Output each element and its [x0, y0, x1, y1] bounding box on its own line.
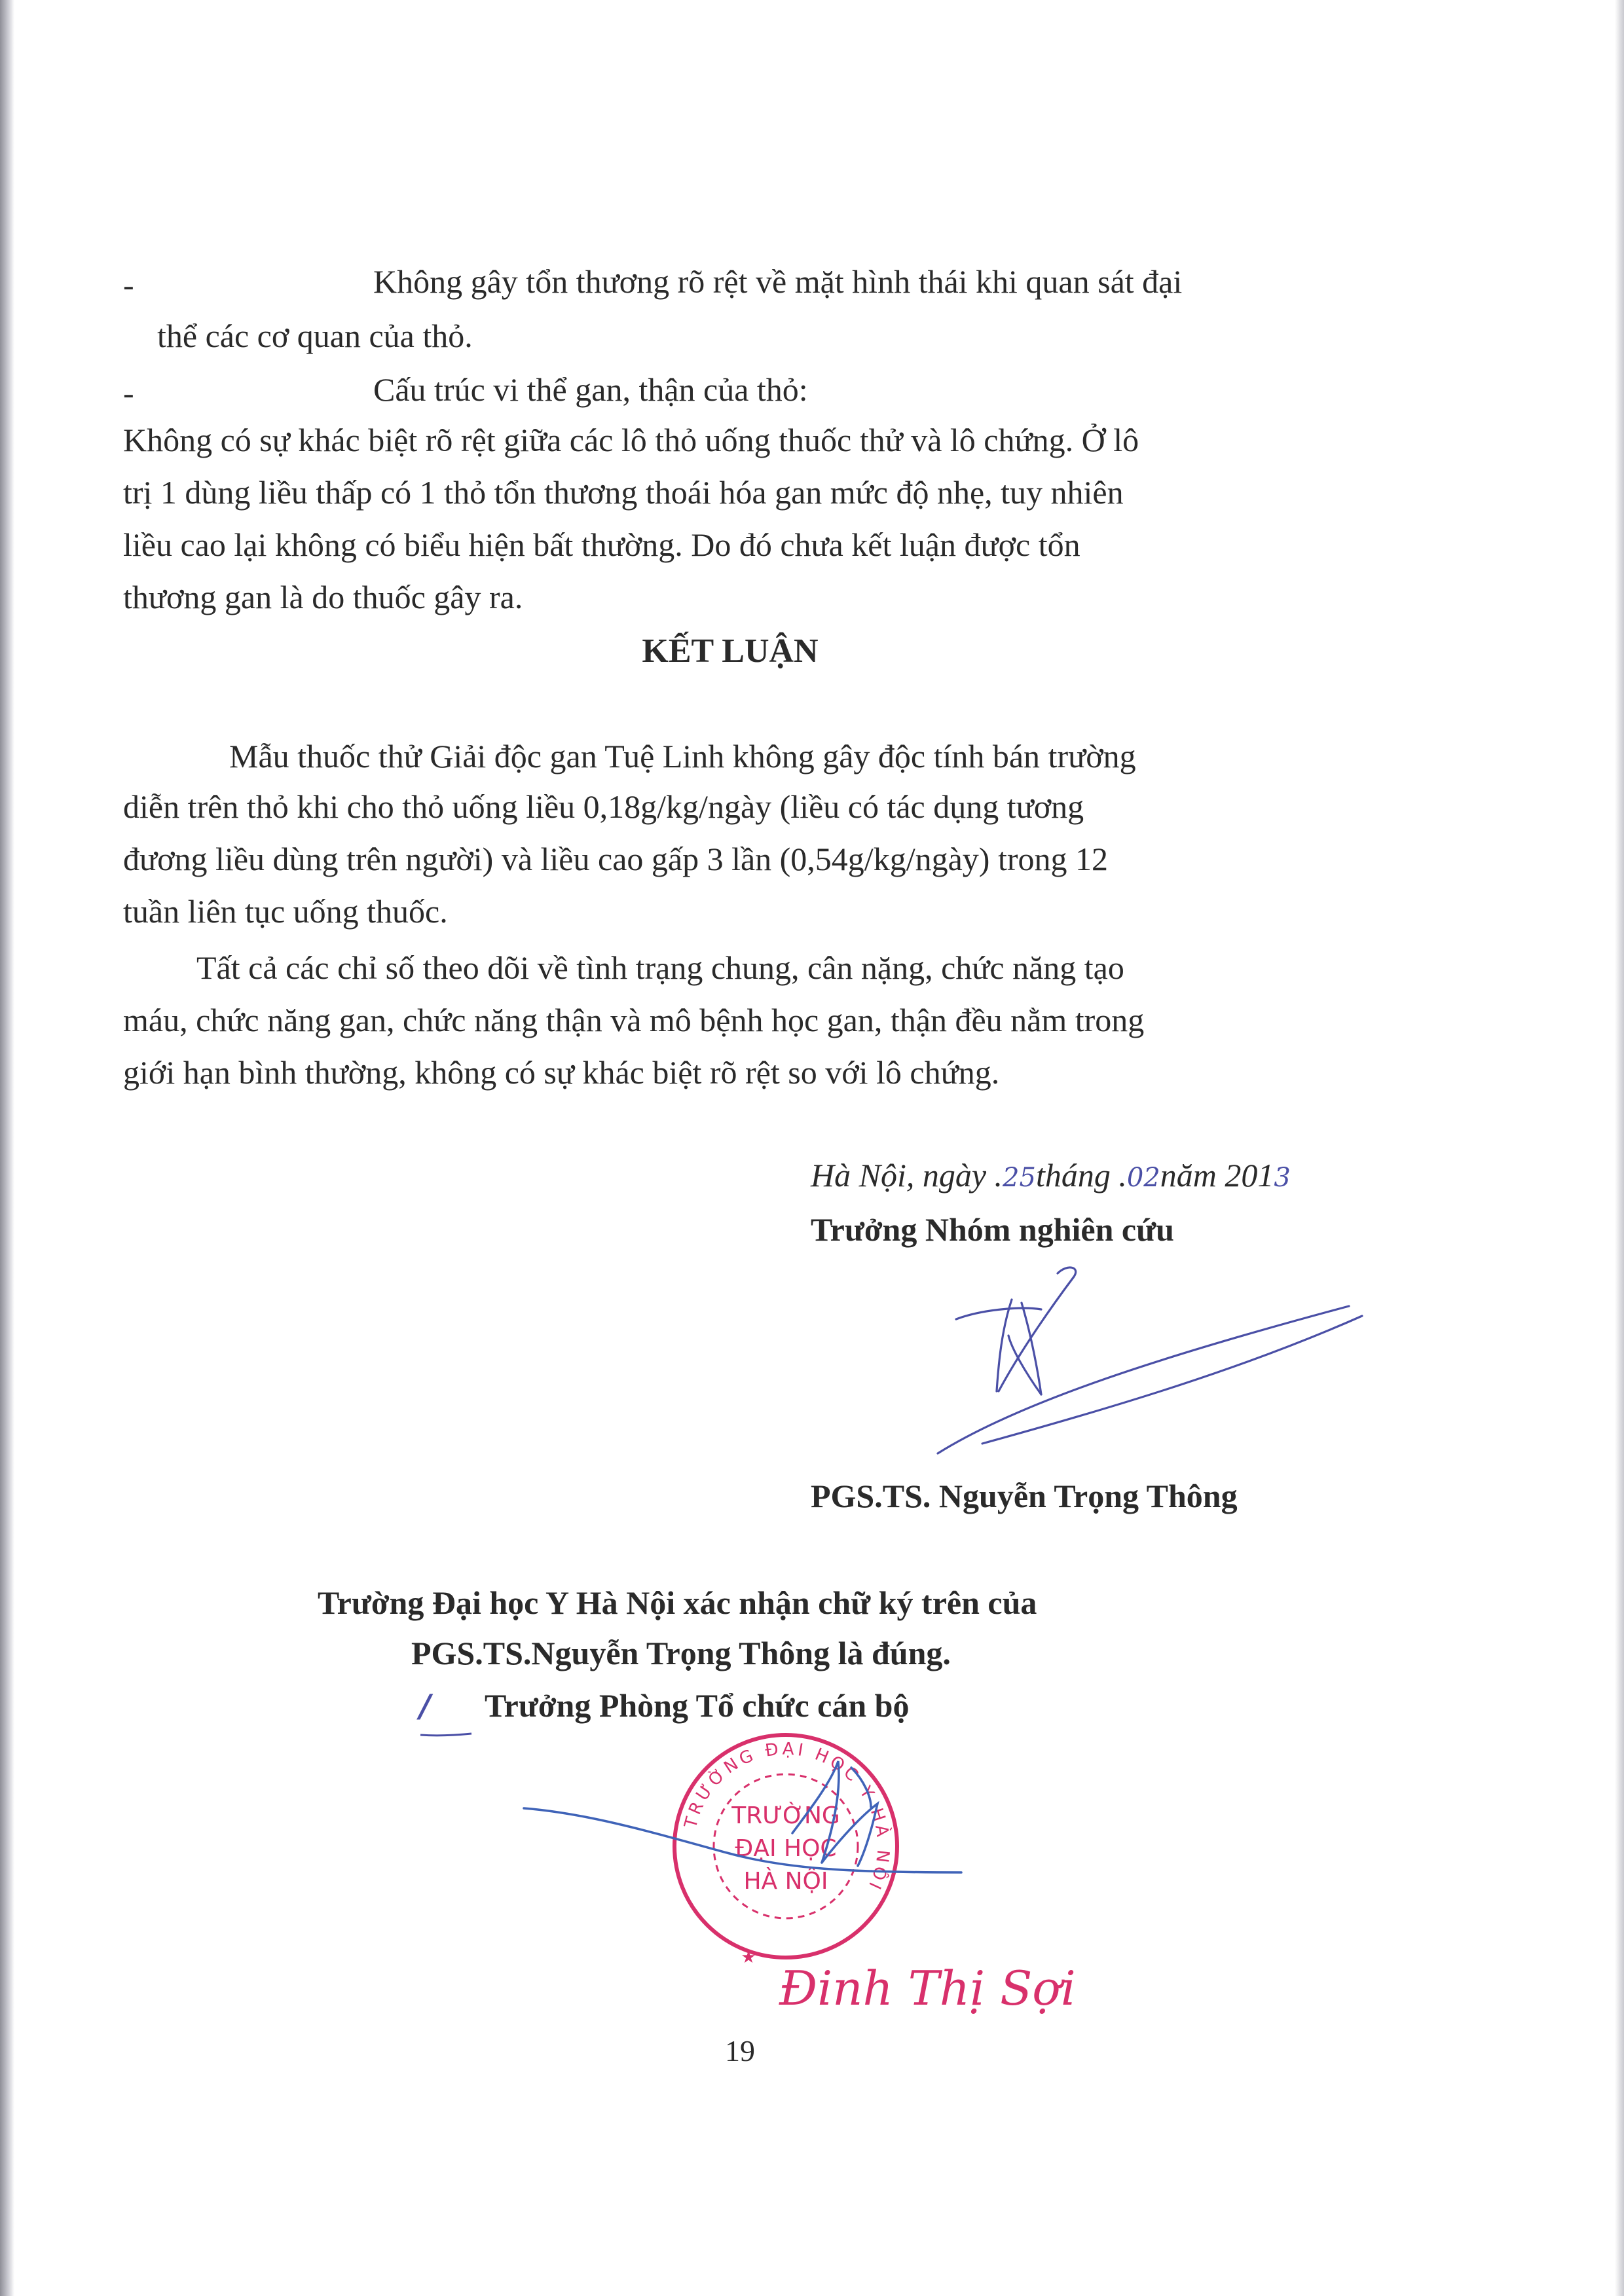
handwritten-day: 25 [1003, 1163, 1036, 1193]
stamp-ring-text: TRƯỜNG ĐẠI HỌC Y HÀ NỘI [680, 1739, 893, 1895]
paragraph-line: tuần liên tục uống thuốc. [123, 893, 448, 930]
paragraph-line: giới hạn bình thường, không có sự khác biệt rõ rệt so với lô chứng. [123, 1054, 1000, 1091]
bullet-line: Cấu trúc vi thể gan, thận của thỏ: [373, 371, 808, 408]
signer-role: Trưởng Nhóm nghiên cứu [811, 1211, 1174, 1248]
stamp-line: TRƯỜNG [731, 1802, 840, 1829]
signature-researcher [938, 1267, 1362, 1453]
paragraph-line: trị 1 dùng liều thấp có 1 thỏ tổn thương thoái hóa gan mức độ nhẹ, tuy nhiên [123, 474, 1124, 511]
certification-line: Trường Đại học Y Hà Nội xác nhận chữ ký trên của [318, 1584, 1037, 1621]
section-heading: KẾT LUẬN [642, 632, 819, 670]
paragraph-line: liều cao lại không có biểu hiện bất thường. Do đó chưa kết luận được tổn [123, 526, 1080, 563]
paragraph-line: đương liều dùng trên người) và liều cao gấp 3 lần (0,54g/kg/ngày) trong 12 [123, 841, 1108, 877]
paragraph-line: Tất cả các chỉ số theo dõi về tình trạng chung, cân nặng, chức năng tạo [196, 949, 1124, 986]
handwritten-underline [420, 1734, 471, 1736]
paragraph-line: diễn trên thỏ khi cho thỏ uống liều 0,18g/kg/ngày (liều có tác dụng tương [123, 788, 1084, 825]
paragraph-line: Không có sự khác biệt rõ rệt giữa các lô thỏ uống thuốc thử và lô chứng. Ở lô [123, 422, 1139, 458]
handwritten-year-digit: 3 [1274, 1163, 1291, 1193]
stamp-star-icon: ★ [741, 1948, 756, 1967]
paragraph-line: máu, chức năng gan, chức năng thận và mô bệnh học gan, thận đều nằm trong [123, 1002, 1145, 1038]
paragraph-line: Mẫu thuốc thử Giải độc gan Tuệ Linh không gây độc tính bán trường [229, 738, 1136, 774]
signer-name: PGS.TS. Nguyễn Trọng Thông [811, 1478, 1238, 1514]
handwritten-mark: / [419, 1688, 431, 1724]
dateline-year-label: năm 201 [1160, 1157, 1274, 1194]
stamp-line: HÀ NỘI [743, 1868, 828, 1895]
stamp-line: ĐẠI HỌC [735, 1835, 837, 1862]
bullet-dash: - [123, 374, 134, 411]
handwritten-month: 02 [1126, 1163, 1160, 1193]
page-number: 19 [725, 2034, 755, 2068]
certification-line: Trưởng Phòng Tổ chức cán bộ [485, 1687, 910, 1724]
certification-line: PGS.TS.Nguyễn Trọng Thông là đúng. [411, 1635, 951, 1671]
paragraph-line: thương gan là do thuốc gây ra. [123, 579, 523, 615]
bullet-dash: - [123, 266, 134, 303]
handwritten-name: Đinh Thị Sợi [779, 1961, 1076, 2016]
bullet-line: thể các cơ quan của thỏ. [157, 318, 473, 354]
bullet-line: Không gây tổn thương rõ rệt về mặt hình thái khi quan sát đại [373, 263, 1183, 300]
dateline-month-label: tháng . [1035, 1157, 1127, 1194]
dateline-place: Hà Nội, ngày . [811, 1157, 1003, 1194]
